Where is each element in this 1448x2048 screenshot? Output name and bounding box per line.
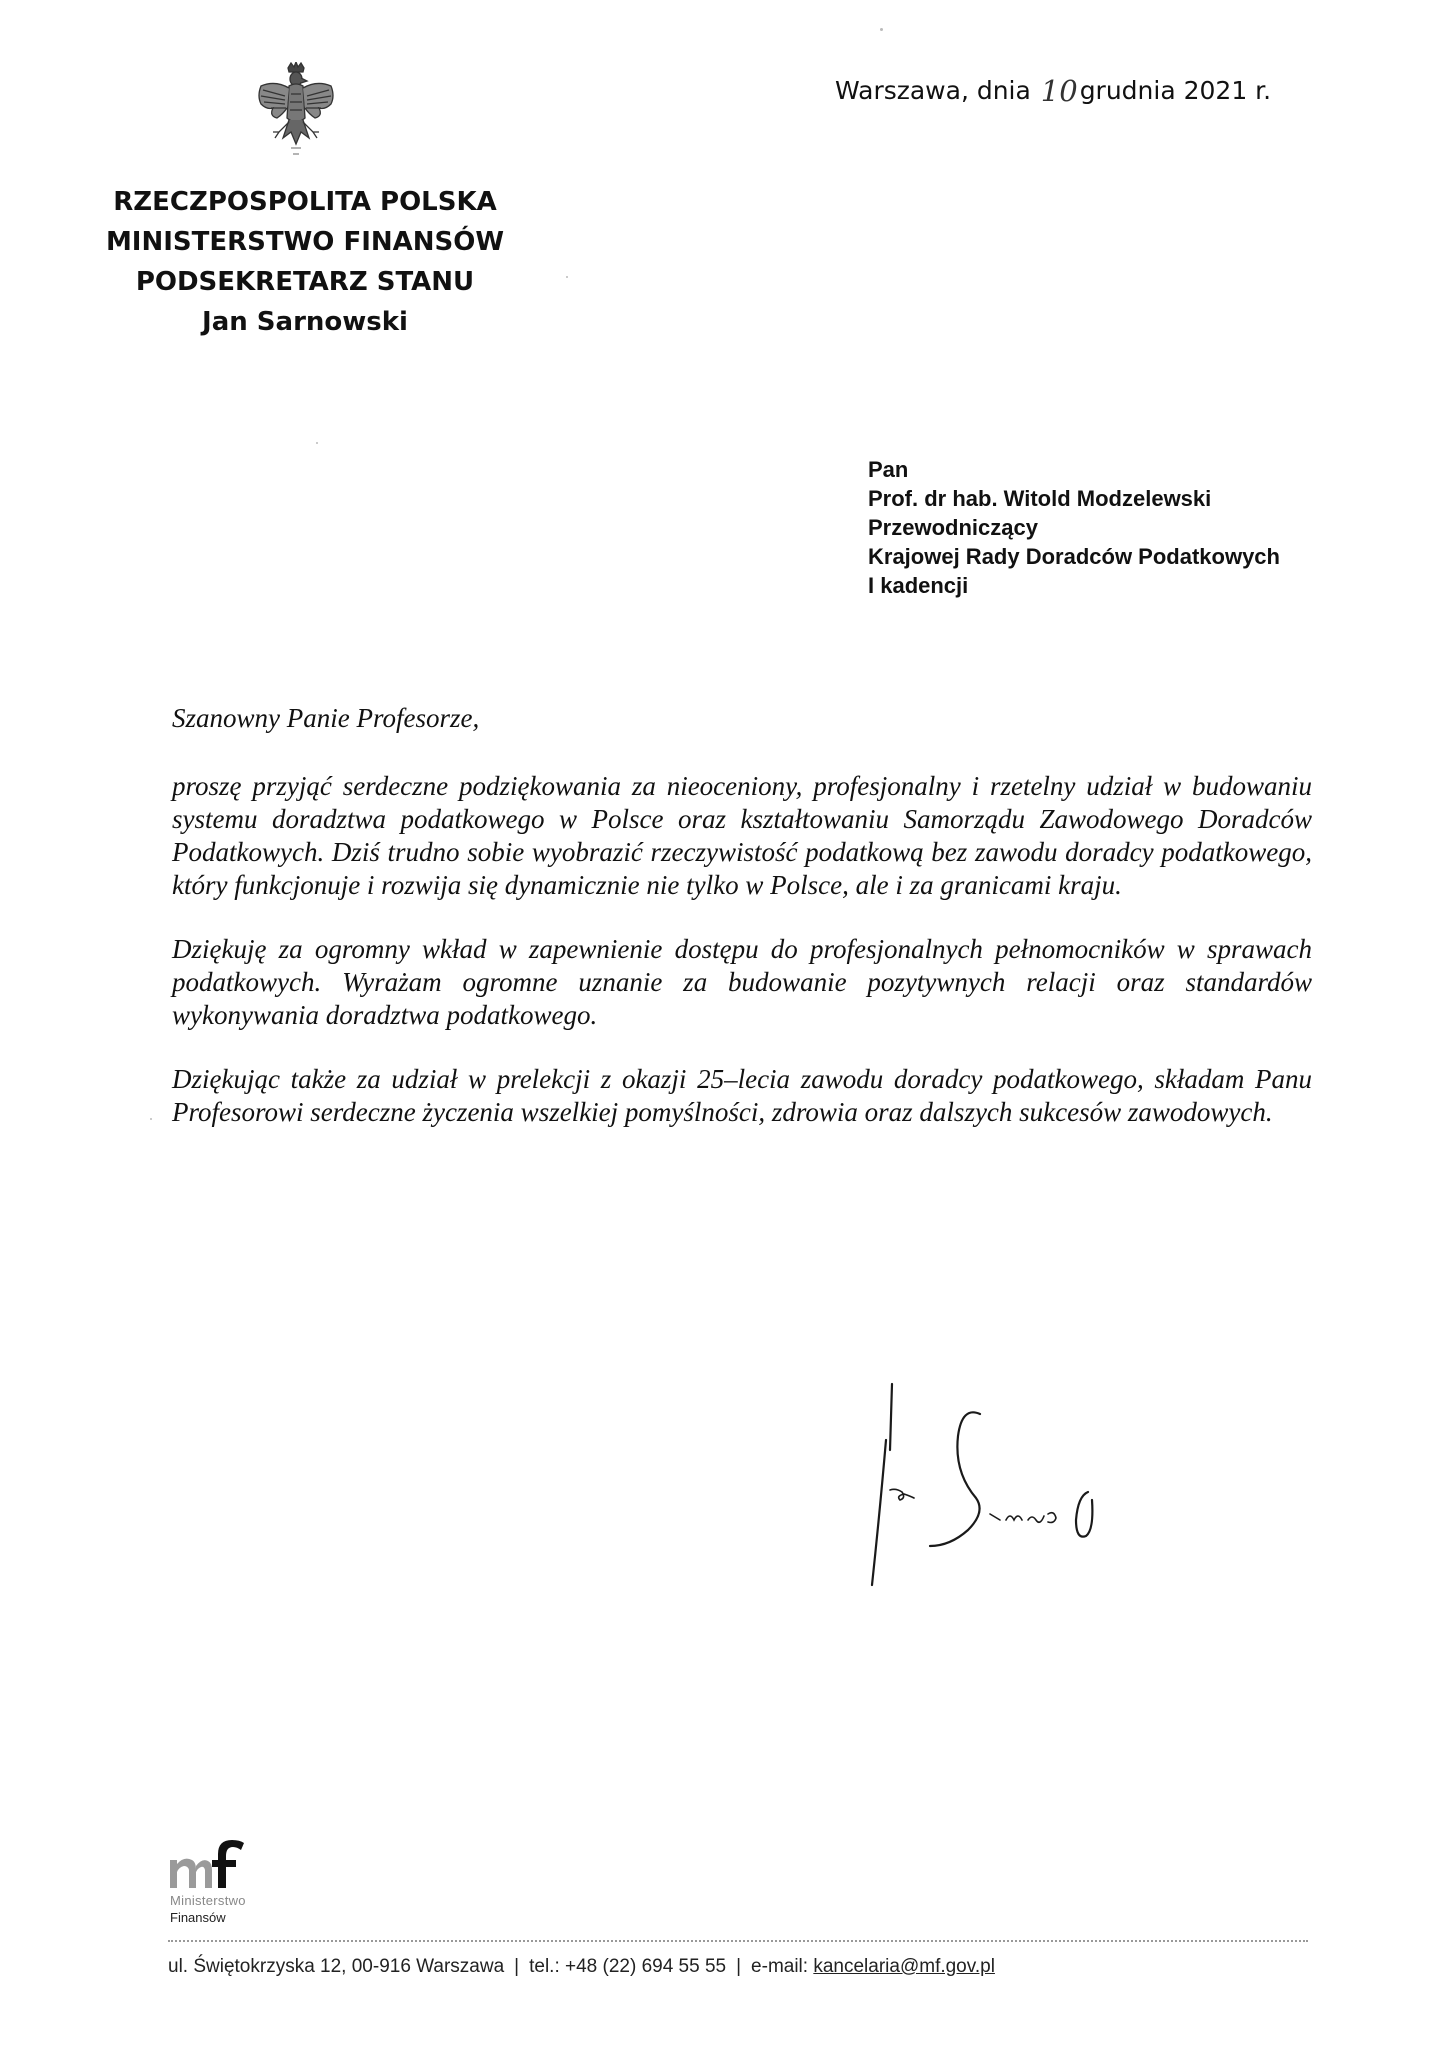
polish-eagle-emblem-icon xyxy=(255,62,337,166)
footer-email-label: e-mail: xyxy=(751,1956,814,1977)
date-suffix: grudnia 2021 r. xyxy=(1079,76,1272,105)
date-prefix: Warszawa, dnia xyxy=(835,76,1031,105)
header-line-country: RZECZPOSPOLITA POLSKA xyxy=(113,187,497,217)
recipient-line: Krajowej Rady Doradców Podatkowych xyxy=(868,544,1280,569)
scan-speck xyxy=(566,276,568,278)
body-paragraph: Dziękując także za udział w prelekcji z okazji 25–lecia zawodu doradcy podatkowego, składam Panu Profesorowi serdeczne życzenia wszelkiej pomyślności, zdrowia oraz dalszych sukcesów zawodowych. xyxy=(172,1064,1312,1127)
footer-email-link[interactable]: kancelaria@mf.gov.pl xyxy=(813,1956,995,1977)
footer-address: ul. Świętokrzyska 12, 00-916 Warszawa xyxy=(168,1956,505,1977)
mf-logo xyxy=(168,1836,298,1936)
mf-logo-icon xyxy=(168,1836,246,1890)
header-line-title: PODSEKRETARZ STANU xyxy=(135,267,475,297)
handwritten-signature-icon xyxy=(850,1380,1130,1590)
recipient-line: Przewodniczący xyxy=(868,515,1038,540)
letter-body xyxy=(172,770,1312,1160)
ministry-header xyxy=(100,182,510,342)
footer-separator: | xyxy=(736,1956,742,1977)
date-line xyxy=(835,72,1271,106)
footer-contact xyxy=(168,1956,995,1978)
scan-speck xyxy=(880,28,883,31)
body-paragraph: Dziękuję za ogromny wkład w zapewnienie dostępu do profesjonalnych pełnomocników w sprawach podatkowych. Wyrażam ogromne uznanie za budowanie pozytywnych relacji oraz standardów wykonywania doradztwa podatkowego. xyxy=(172,934,1312,1030)
date-day-handwritten: 10 xyxy=(1040,74,1078,108)
body-paragraph: proszę przyjąć serdeczne podziękowania za nieoceniony, profesjonalny i rzetelny udział w budowaniu systemu doradztwa podatkowego w Polsce oraz kształtowaniu Samorządu Zawodowego Doradców Podatkowych. Dziś trudno sobie wyobrazić rzeczywistość podatkową bez zawodu doradcy podatkowego, który funkcjonuje i rozwija się dynamicznie nie tylko w Polsce, ale i za granicami kraju. xyxy=(172,771,1312,900)
recipient-line: I kadencji xyxy=(868,573,969,598)
recipient-block xyxy=(868,455,1280,600)
footer-separator: | xyxy=(514,1956,520,1977)
scan-speck xyxy=(150,1118,152,1120)
header-line-name: Jan Sarnowski xyxy=(202,307,408,337)
header-line-ministry: MINISTERSTWO FINANSÓW xyxy=(105,227,505,257)
logo-text-ministry: Ministerstwo xyxy=(170,1893,246,1908)
recipient-line: Prof. dr hab. Witold Modzelewski xyxy=(868,486,1212,511)
salutation: Szanowny Panie Profesorze, xyxy=(172,703,480,733)
footer-divider xyxy=(168,1940,1308,1942)
logo-text-finance: Finansów xyxy=(170,1910,226,1925)
footer-phone: tel.: +48 (22) 694 55 55 xyxy=(529,1956,727,1977)
recipient-line: Pan xyxy=(868,457,909,482)
scan-speck xyxy=(316,442,318,444)
